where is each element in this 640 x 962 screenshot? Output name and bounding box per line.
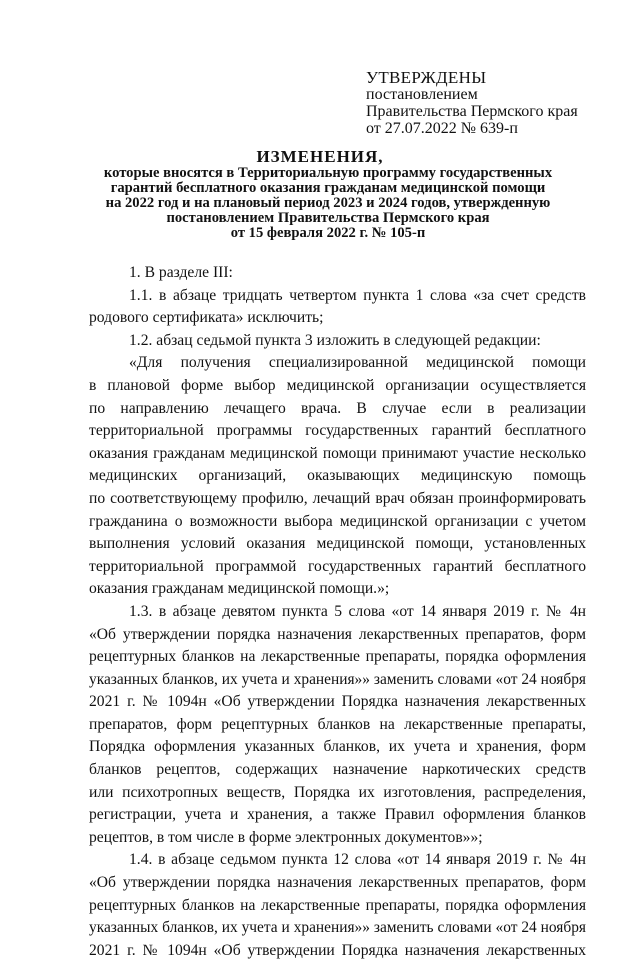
body-line: гражданина о возможности выбора медицинской организации с учетом: [89, 512, 586, 530]
body-line: «Для получения специализированной медицинской помощи: [129, 354, 586, 372]
body-line: указанных бланков, их учета и хранения»» заменить словами «от 24 ноября: [89, 919, 586, 937]
body-line: медицинских организаций, оказывающих медицинскую помощь: [89, 467, 586, 485]
body-line: в плановой форме выбор медицинской организации осуществляется: [89, 376, 586, 394]
body-line: регистрации, учета и хранения, а также Правил оформления бланков: [89, 806, 586, 824]
body-line: территориальной программой государственных гарантий бесплатного: [89, 557, 586, 575]
approval-line-3: от 27.07.2022 № 639-п: [366, 120, 518, 137]
approval-block: [366, 69, 626, 137]
body-line: Порядка оформления указанных бланков, их учета и хранения, форм: [89, 738, 586, 756]
body-line: 1.3. в абзаце девятом пункта 5 слова «от 14 января 2019 г. № 4н: [129, 602, 586, 620]
body-line: по соответствующему профилю, лечащий врач обязан проинформировать: [89, 489, 586, 507]
document-subtitle: [70, 166, 586, 241]
approval-line-1: постановлением: [366, 86, 478, 103]
body-line: указанных бланков, их учета и хранения»» заменить словами «от 24 ноября: [89, 670, 586, 688]
body-line: 1. В разделе III:: [129, 264, 233, 281]
body-line: «Об утверждении порядка назначения лекарственных препаратов, форм: [89, 874, 586, 892]
approval-line-2: Правительства Пермского края: [366, 103, 578, 120]
body-line: рецептурных бланков на лекарственные препараты, порядка оформления: [89, 648, 586, 666]
document-title: ИЗМЕНЕНИЯ,: [256, 147, 384, 166]
subtitle-line: от 15 февраля 2022 г. № 105-п: [230, 225, 426, 241]
body-line: бланков рецептов, содержащих назначение наркотических средств: [89, 761, 586, 779]
body-line: по направлению лечащего врача. В случае если в реализации: [89, 399, 586, 417]
body-line: 1.2. абзац седьмой пункта 3 изложить в следующей редакции:: [129, 331, 541, 349]
body-line: оказания гражданам медицинской помощи.»;: [89, 580, 390, 598]
body-line: препаратов, форм рецептурных бланков на лекарственные препараты,: [89, 715, 586, 733]
body-line: рецептурных бланков на лекарственные препараты, порядка оформления: [89, 896, 586, 914]
body-line: 2021 г. № 1094н «Об утверждении Порядка назначения лекарственных: [89, 941, 586, 959]
body-line: «Об утверждении порядка назначения лекарственных препаратов, форм: [89, 625, 586, 643]
body-line: выполнения условий оказания медицинской помощи, установленных: [89, 535, 586, 553]
body-line: или психотропных веществ, Порядка их изготовления, распределения,: [89, 783, 586, 801]
subtitle-line: на 2022 год и на плановый период 2023 и 2024 годов, утвержденную: [105, 195, 551, 211]
subtitle-line: гарантий бесплатного оказания гражданам медицинской помощи: [110, 180, 546, 196]
body-line: оказания гражданам медицинской помощи принимают участие несколько: [89, 444, 586, 462]
approval-heading: УТВЕРЖДЕНЫ: [366, 68, 487, 87]
body-line: рецептов, в том числе в форме электронных документов»»;: [89, 828, 483, 846]
body-line: территориальной программы государственных гарантий бесплатного: [89, 422, 586, 440]
body-line: 1.4. в абзаце седьмом пункта 12 слова «от 14 января 2019 г. № 4н: [129, 851, 586, 869]
subtitle-line: постановлением Правительства Пермского края: [166, 210, 490, 226]
document-body: [89, 262, 586, 962]
body-line: 1.1. в абзаце тридцать четвертом пункта 1 слова «за счет средств: [129, 286, 586, 304]
body-line: родового сертификата» исключить;: [89, 309, 324, 327]
body-line: 2021 г. № 1094н «Об утверждении Порядка назначения лекарственных: [89, 693, 586, 711]
subtitle-line: которые вносятся в Территориальную программу государственных: [103, 165, 553, 181]
